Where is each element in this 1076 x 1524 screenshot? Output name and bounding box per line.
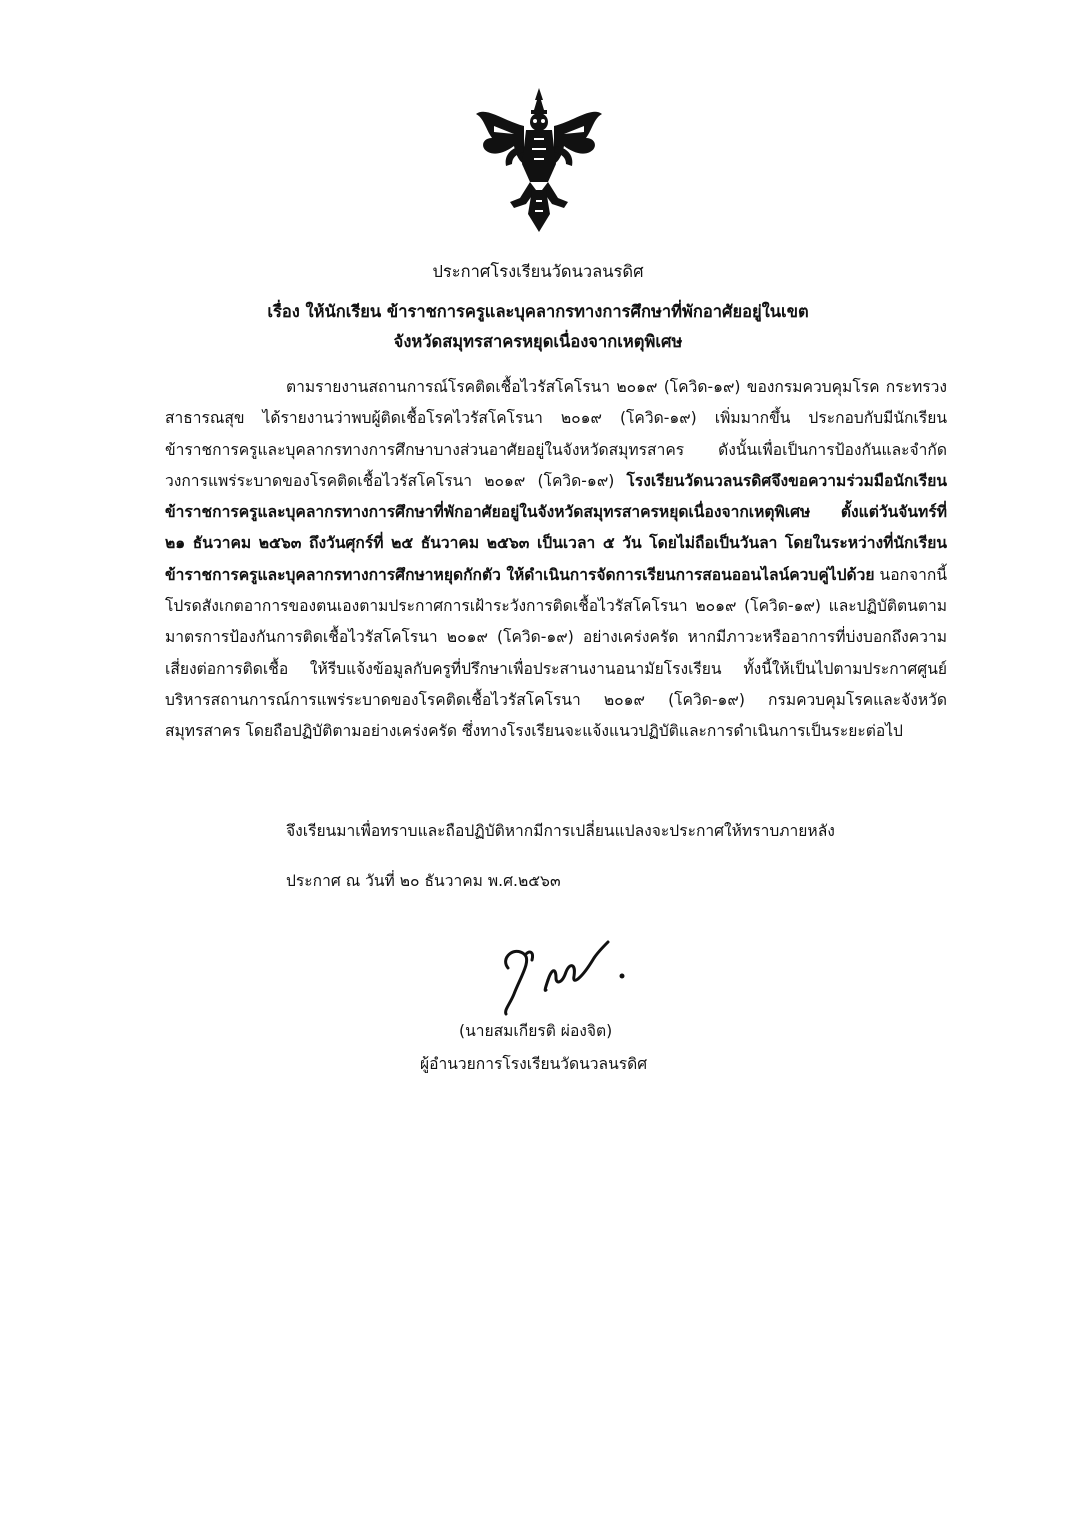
announcement-heading: ประกาศโรงเรียนวัดนวลนรดิศ <box>432 262 644 281</box>
announcement-date: ประกาศ ณ วันที่ ๒๐ ธันวาคม พ.ศ.๒๕๖๓ <box>286 872 561 890</box>
announcement-body <box>165 372 947 748</box>
body-part-3: นอกจากนี้โปรดสังเกตอาการของตนเองตามประกาศการเฝ้าระวังการติดเชื้อไวรัสโคโรนา ๒๐๑๙ (โควิด-๑๙) และปฏิบัติตนตามมาตรการป้องกันการติดเชื้อไวรัสโคโรนา ๒๐๑๙ (โควิด-๑๙) อย่างเคร่งครัด หากมีภาวะหรืออาการที่บ่งบอกถึงความเสี่ยงต่อการติดเชื้อ ให้รีบแจ้งข้อมูลกับครูที่ปรึกษาเพื่อประสานงานอนามัยโรงเรียน ทั้งนี้ให้เป็นไปตามประกาศศูนย์บริหารสถานการณ์การแพร่ระบาดของโรคติดเชื้อไวรัสโคโรนา ๒๐๑๙ (โควิด-๑๙) กรมควบคุมโรคและจังหวัดสมุทรสาคร โดยถือปฏิบัติตามอย่างเคร่งครัด ซึ่งทางโรงเรียนจะแจ้งแนวปฏิบัติและการดำเนินการเป็นระยะต่อไป <box>165 565 947 741</box>
subject-line-2: จังหวัดสมุทรสาครหยุดเนื่องจากเหตุพิเศษ <box>393 332 683 351</box>
closing-sentence: จึงเรียนมาเพื่อทราบและถือปฏิบัติหากมีการเปลี่ยนแปลงจะประกาศให้ทราบภายหลัง <box>286 822 835 840</box>
subject-line-1: เรื่อง ให้นักเรียน ข้าราชการครูและบุคลากรทางการศึกษาที่พักอาศัยอยู่ในเขต <box>267 302 809 321</box>
body-part-2-bold: โรงเรียนวัดนวลนรดิศจึงขอความร่วมมือนักเรียน ข้าราชการครูและบุคลากรทางการศึกษาที่พักอาศัยอยู่ในจังหวัดสมุทรสาครหยุดเนื่องจากเหตุพิเศษ ตั้งแต่วันจันทร์ที่ ๒๑ ธันวาคม ๒๕๖๓ ถึงวันศุกร์ที่ ๒๕ ธันวาคม ๒๕๖๓ เป็นเวลา ๕ วัน โดยไม่ถือเป็นวันลา โดยในระหว่างที่นักเรียน ข้าราชการครูและบุคลากรทางการศึกษาหยุดกักตัว ให้ดำเนินการจัดการเรียนการสอนออนไลน์ควบคู่ไปด้วย <box>165 471 947 584</box>
signer-name: (นายสมเกียรติ ผ่องจิต) <box>459 1022 613 1040</box>
body-part-1: ตามรายงานสถานการณ์โรคติดเชื้อไวรัสโคโรนา ๒๐๑๙ (โควิด-๑๙) ของกรมควบคุมโรค กระทรวงสาธารณสุข ได้รายงานว่าพบผู้ติดเชื้อโรคไวรัสโคโรนา ๒๐๑๙ (โควิด-๑๙) เพิ่มมากขึ้น ประกอบกับมีนักเรียน ข้าราชการครูและบุคลากรทางการศึกษาบางส่วนอาศัยอยู่ในจังหวัดสมุทรสาคร ดังนั้นเพื่อเป็นการป้องกันและจำกัดวงการแพร่ระบาดของโรคติดเชื้อไวรัสโคโรนา ๒๐๑๙ (โควิด-๑๙) <box>165 378 947 490</box>
signer-position: ผู้อำนวยการโรงเรียนวัดนวลนรดิศ <box>420 1055 648 1073</box>
garuda-emblem-icon <box>474 86 604 236</box>
handwritten-signature-icon <box>490 928 640 1018</box>
